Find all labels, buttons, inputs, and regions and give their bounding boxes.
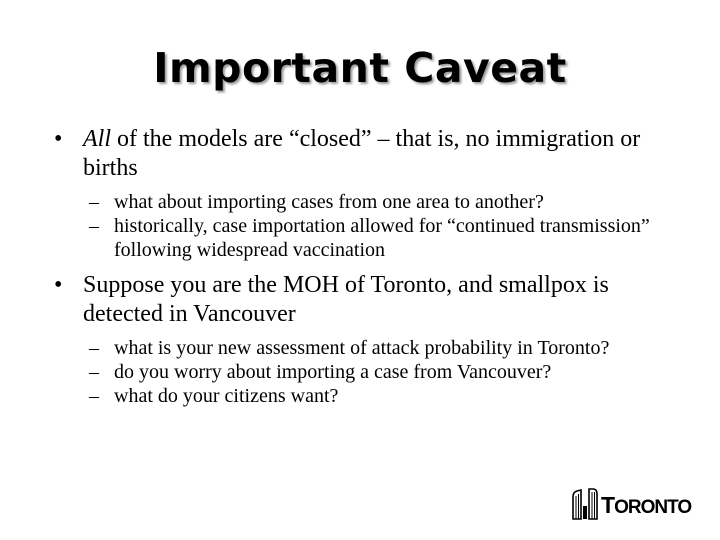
- bullet-item: [54, 125, 673, 183]
- sub-bullet-item: [89, 384, 694, 408]
- sub-bullet-marker: –: [89, 215, 99, 237]
- sub-bullet-marker: –: [89, 385, 99, 407]
- sub-bullet-item: [89, 336, 694, 360]
- sub-bullet-text: what about importing cases from one area to another?: [114, 191, 544, 213]
- bullet-item: [54, 271, 673, 329]
- sub-bullet-marker: –: [89, 191, 99, 213]
- sub-bullet-text: what do your citizens want?: [114, 385, 339, 407]
- logo-text: [601, 491, 691, 522]
- bullet-marker: •: [54, 126, 63, 152]
- bullet-emphasis: All: [83, 126, 111, 152]
- city-hall-icon: [571, 488, 599, 520]
- bullet-text: Suppose you are the MOH of Toronto, and smallpox is detected in Vancouver: [83, 272, 609, 327]
- bullet-text: of the models are “closed” – that is, no immigration or births: [83, 126, 641, 181]
- sub-bullet-item: [89, 190, 694, 214]
- sub-bullet-text: what is your new assessment of attack probability in Toronto?: [114, 337, 610, 359]
- sub-bullet-text: do you worry about importing a case from Vancouver?: [114, 361, 552, 383]
- logo-text-rest: ORONTO: [614, 497, 692, 518]
- sub-bullet-item: [89, 360, 694, 384]
- slide-title: Important Caveat: [153, 44, 567, 92]
- bullet-marker: •: [54, 272, 63, 298]
- toronto-logo: [571, 488, 692, 520]
- sub-bullet-text: historically, case importation allowed for “continued transmission” following widespread vaccination: [114, 215, 650, 261]
- sub-bullet-marker: –: [89, 361, 99, 383]
- slide-body: [0, 125, 720, 408]
- sub-bullet-item: [89, 214, 694, 262]
- sub-bullet-marker: –: [89, 337, 99, 359]
- logo-text-initial: T: [601, 492, 615, 518]
